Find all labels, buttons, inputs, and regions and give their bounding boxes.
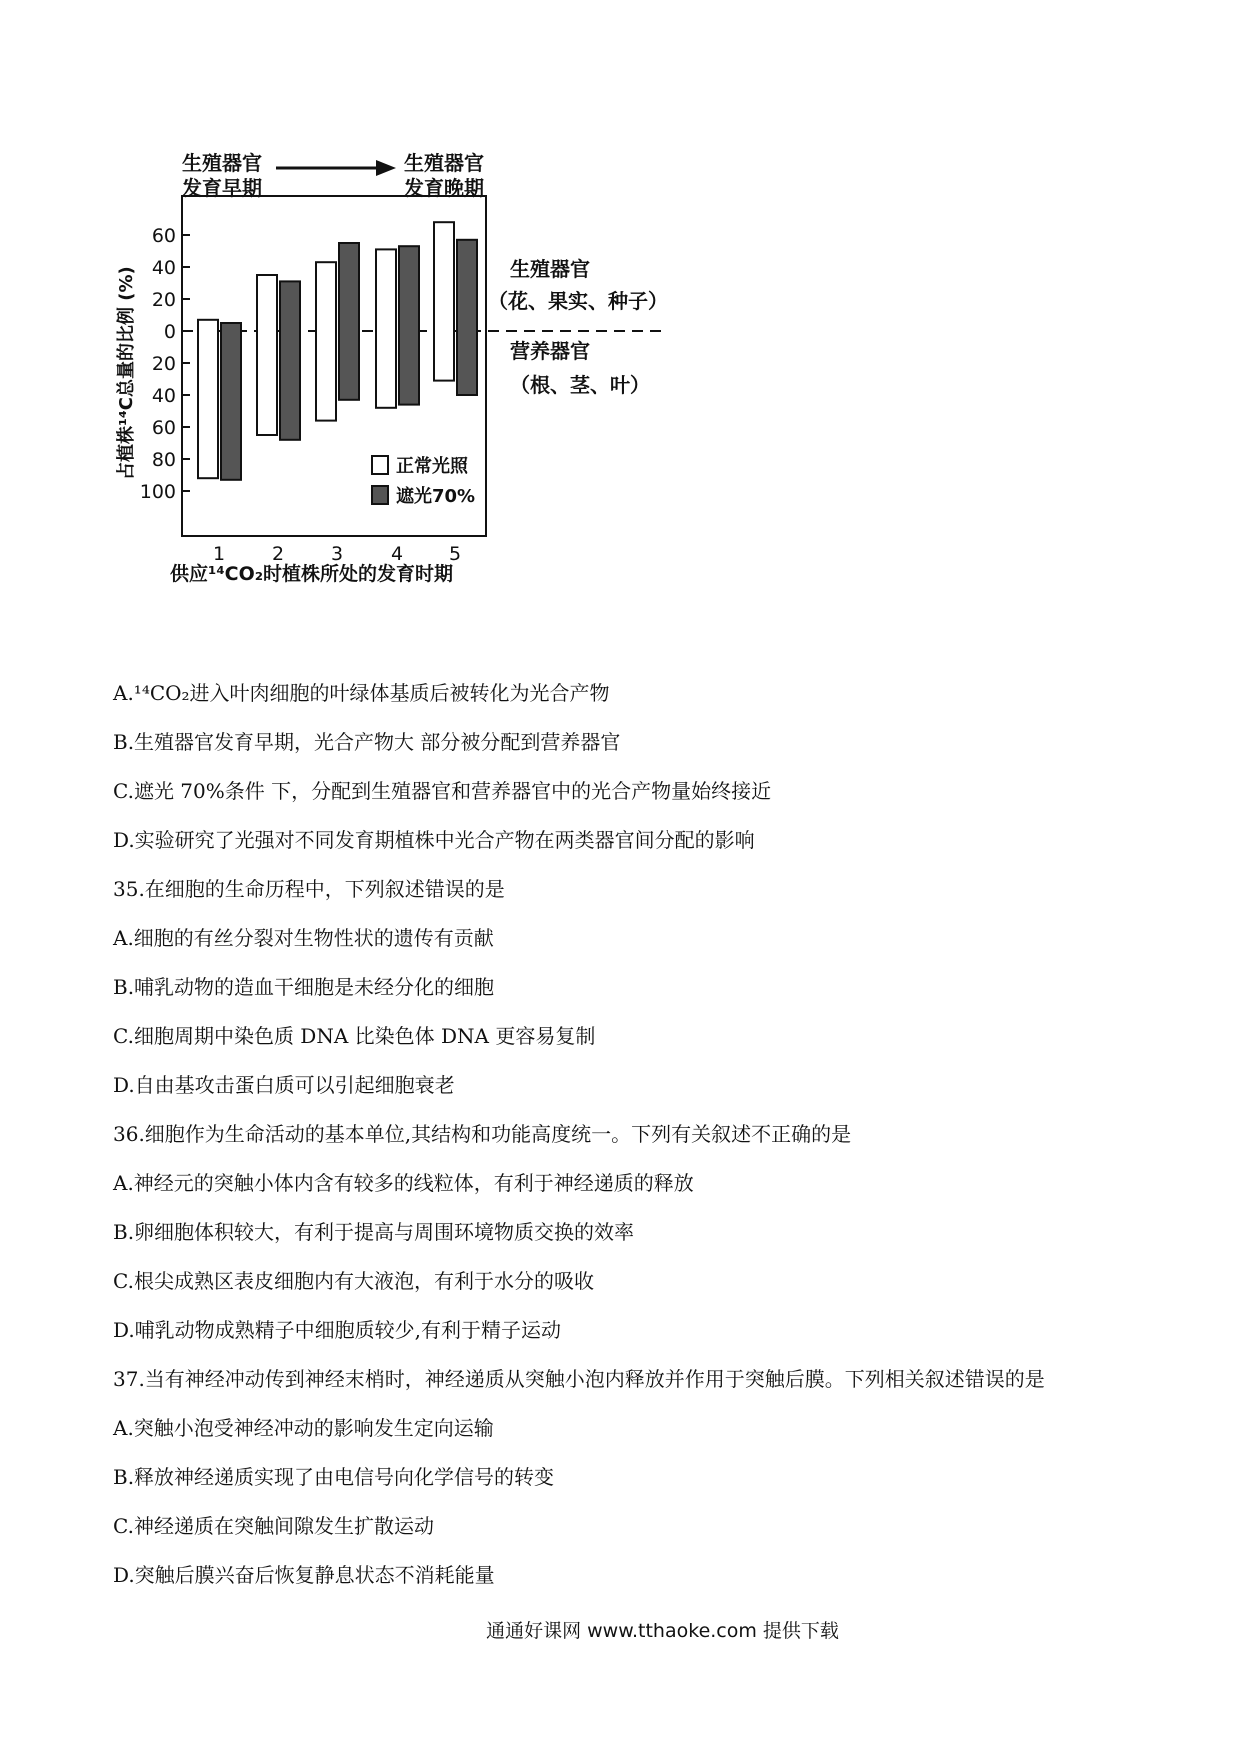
question-35-stem: 35.在细胞的生命历程中，下列叙述错误的是 [113, 877, 505, 901]
text-line: B.释放神经递质实现了由电信号向化学信号的转变 [113, 1465, 555, 1489]
top-label-late-2: 发育晚期 [404, 176, 484, 200]
y-axis-label: 占植株¹⁴C总量的比例 (%) [116, 266, 137, 480]
text-line: C.根尖成熟区表皮细胞内有大液泡，有利于水分的吸收 [113, 1269, 594, 1293]
question-36-stem: 36.细胞作为生命活动的基本单位,其结构和功能高度统一。下列有关叙述不正确的是 [113, 1122, 852, 1146]
bar-normal-light [376, 249, 396, 407]
y-tick-label: 100 [139, 481, 176, 503]
bar-shaded-70 [339, 243, 359, 400]
x-tick-label: 2 [271, 543, 285, 565]
bar-normal-light [316, 262, 336, 420]
legend-label-normal: 正常光照 [396, 456, 468, 477]
x-tick-label: 5 [448, 543, 462, 565]
bar-normal-light [434, 222, 454, 380]
y-tick-label: 0 [163, 321, 176, 343]
text-line: A.¹⁴CO₂进入叶肉细胞的叶绿体基质后被转化为光合产物 [113, 681, 610, 705]
text-line: B.生殖器官发育早期，光合产物大 部分被分配到营养器官 [113, 730, 621, 754]
y-tick-label: 60 [151, 417, 176, 439]
text-line: D.哺乳动物成熟精子中细胞质较少,有利于精子运动 [113, 1318, 562, 1342]
text-line: C.神经递质在突触间隙发生扩散运动 [113, 1514, 434, 1538]
text-line: A.细胞的有丝分裂对生物性状的遗传有贡献 [113, 926, 494, 950]
y-tick-label: 60 [151, 225, 176, 247]
question-37-stem: 37.当有神经冲动传到神经末梢时，神经递质从突触小泡内释放并作用于突触后膜。下列相关叙述错误的是 [113, 1367, 1045, 1391]
y-tick-label: 40 [151, 385, 176, 407]
y-tick-label: 20 [151, 353, 176, 375]
lower-region-label-1: 营养器官 [510, 339, 590, 363]
top-label-early-2: 发育早期 [182, 176, 262, 200]
text-line: B.卵细胞体积较大，有利于提高与周围环境物质交换的效率 [113, 1220, 635, 1244]
x-tick-label: 3 [330, 543, 344, 565]
bar-shaded-70 [399, 246, 419, 404]
text-line: C.遮光 70%条件 下，分配到生殖器官和营养器官中的光合产物量始终接近 [113, 779, 772, 803]
x-tick-label: 1 [212, 543, 226, 565]
legend-swatch-normal [372, 456, 388, 474]
top-label-late-1: 生殖器官 [404, 151, 484, 175]
x-tick-label: 4 [390, 543, 404, 565]
question-text [113, 677, 1153, 1608]
bar-shaded-70 [280, 281, 300, 439]
text-line: A.突触小泡受神经冲动的影响发生定向运输 [113, 1416, 494, 1440]
bar-normal-light [257, 275, 277, 435]
text-line: A.神经元的突触小体内含有较多的线粒体，有利于神经递质的释放 [113, 1171, 694, 1195]
top-label-early-1: 生殖器官 [182, 151, 262, 175]
bar-shaded-70 [221, 323, 241, 480]
legend-swatch-shaded [372, 486, 388, 504]
text-line: B.哺乳动物的造血干细胞是未经分化的细胞 [113, 975, 495, 999]
text-line: D.实验研究了光强对不同发育期植株中光合产物在两类器官间分配的影响 [113, 828, 755, 852]
top-arrow-head [376, 160, 396, 176]
legend-label-shaded: 遮光70% [396, 486, 476, 507]
y-tick-label: 20 [151, 289, 176, 311]
bar-normal-light [198, 320, 218, 478]
lower-region-label-2: （根、茎、叶） [510, 373, 650, 397]
y-tick-label: 80 [151, 449, 176, 471]
upper-region-label-1: 生殖器官 [510, 257, 590, 281]
bar-chart [116, 150, 780, 670]
text-line: D.突触后膜兴奋后恢复静息状态不消耗能量 [113, 1563, 495, 1587]
bar-shaded-70 [457, 240, 477, 395]
footer-text: 通通好课网 www.tthaoke.com 提供下载 [486, 1620, 839, 1642]
y-tick-label: 40 [151, 257, 176, 279]
x-axis-label: 供应¹⁴CO₂时植株所处的发育时期 [170, 563, 454, 585]
text-line: C.细胞周期中染色质 DNA 比染色体 DNA 更容易复制 [113, 1024, 596, 1048]
upper-region-label-2: （花、果实、种子） [488, 289, 668, 313]
text-line: D.自由基攻击蛋白质可以引起细胞衰老 [113, 1073, 455, 1097]
